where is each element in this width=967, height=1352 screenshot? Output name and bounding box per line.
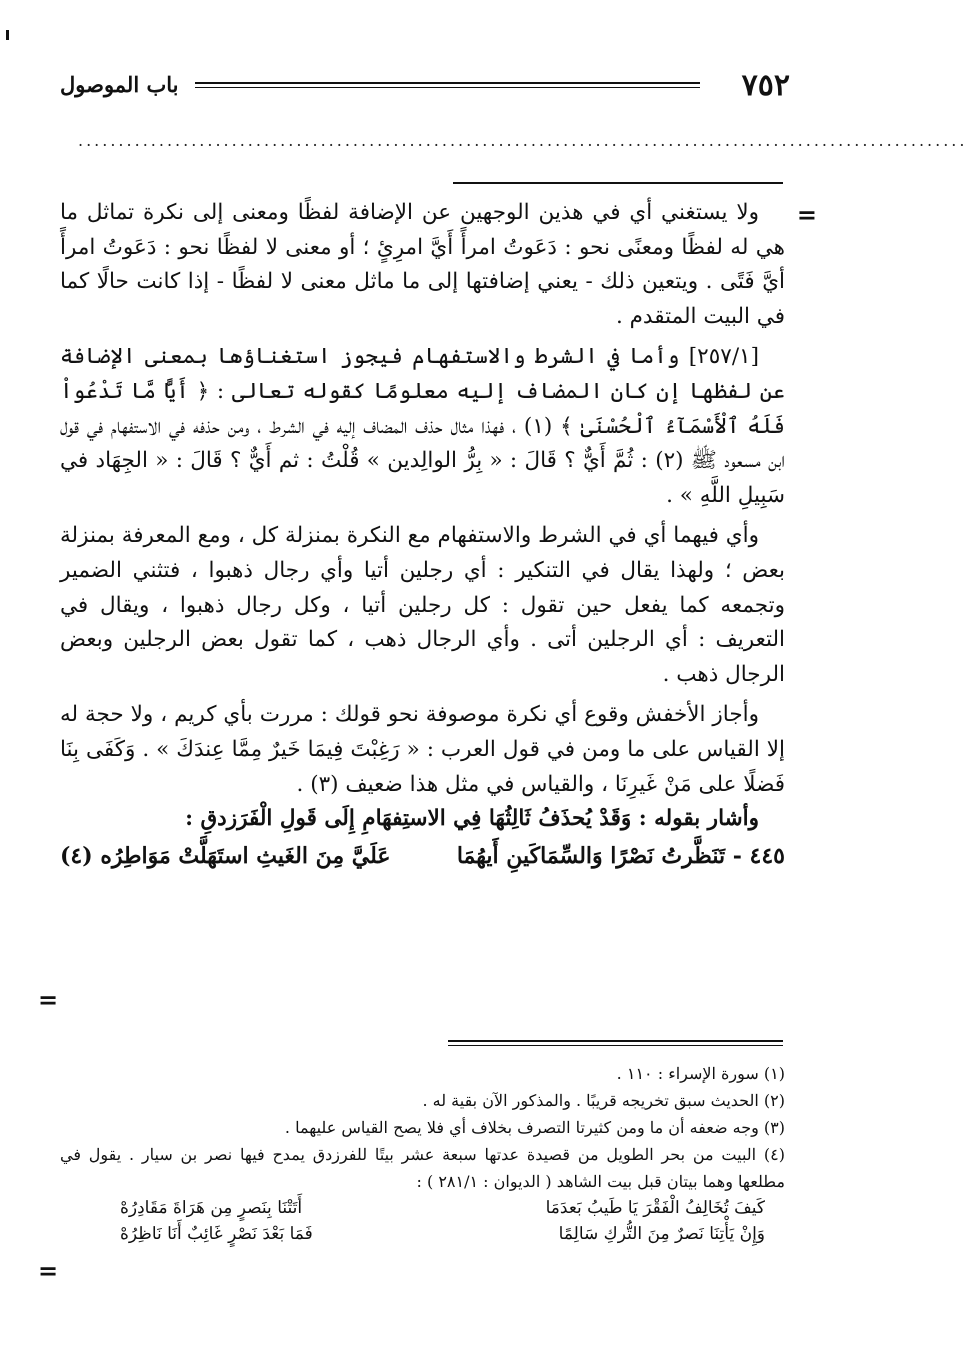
section-rule [453,182,783,184]
main-text [60,196,785,873]
poem-hemistich: كَيفَ تُخَالِفُ الْفَقْرَ يَا طَيبُ بَعدَمَا [545,1198,765,1218]
footnote-poem-line [60,1221,785,1247]
running-header [60,68,790,108]
footnote-rule [448,1040,783,1046]
footnotes [60,1060,785,1247]
dotted-separator: .............................................................................................................. [78,131,967,150]
footnote: (١) سورة الإسراء : ١١٠ . [616,1064,785,1083]
continuation-mark-footnote: = [38,1256,59,1285]
verse-second-hemistich: عَلَيَّ مِنَ الغَيثِ استَهَلَّتْ مَوَاطِرُه (٤) [60,842,391,869]
continuation-mark-verse: = [38,985,59,1014]
footnote: (٤) البيت من بحر الطويل من قصيدة عدتها سبعة عشر بيتًا للفرزدق يمدح فيها نصر بن سيار . يقول في مطلعها وهما بيتان قبل بيت الشاهد ( الديوان : ٢٨١/١ ) : [60,1145,786,1191]
footnote: (٣) وجه ضعفه أن ما ومن كثيرتا التصرف بخلاف أي فلا يصح القياس عليهما . [284,1118,785,1137]
header-rule [195,82,700,88]
footnote-poem-line [60,1195,785,1221]
poem-hemistich: أَتَتْنَا بِنَصرٍ مِن هَرَاةَ مَقَادِرُهْ [120,1198,303,1218]
verse-number: ٤٤٥ - [732,842,785,869]
verse-first-hemistich: تَنَظَّرتُ نَصْرًا وَالسِّمَاكَينِ أَيهُمَا [456,842,726,869]
verse-first [457,839,785,874]
footnote: (٢) الحديث سبق تخريجه قريبًا . والمذكور الآن بقية له . [422,1091,785,1110]
poem-verse [60,839,785,874]
page-number: ٧٥٢ [741,68,790,103]
chapter-title: باب الموصول [60,72,179,97]
edge-mark [6,30,9,40]
paragraph: وأجاز الأخفش وقوع أي نكرة موصوفة نحو قولك : مررت بأي كريم ، ولا حجة له إلا القياس على ما ومن في قول العرب : « رَغِبْتَ فِيمَا خَيرٌ مِمَّا عِندَكَ » . وَكَفَى بِنَا فَضلًا على مَنْ غَيرِنَا ، والقياس في مثل هذا ضعيف (٣) . [60,702,785,797]
poem-hemistich: فَمَا بَعْدَ نَصْرٍ غَائِبٌ أَنَا نَاظِرُهْ [120,1224,313,1244]
continuation-mark-top: = [796,200,817,229]
paragraph: وأشار بقوله : وَقَدْ يُحذَفُ ثَالِثُهَا فِي الاستِفهَامِ إِلَى قَولِ الْفَرَزدقِ : [185,806,759,832]
paragraph: وأي فيهما أي في الشرط والاستفهام مع النكرة بمنزلة كل ، ومع المعرفة بمنزلة بعض ؛ ولهذا يقال في التنكير : أي رجلين أتيا وأي رجال ذهبوا ، فتثني الضمير وتجمعه كما يفعل حين تقول : كل رجلين أتيا ، وكل رجال ذهبوا ، ويقال في التعريف : أي الرجلين أتى . وأي الرجال ذهب ، كما تقول بعض الرجلين وبعض الرجال ذهب . [60,523,786,687]
poem-hemistich: وَإِنْ يَأْتِنَا نَصرٌ مِنَ التُّركِ سَالِمًا [558,1224,765,1244]
paragraph: ولا يستغني أي في هذين الوجهين عن الإضافة لفظًا ومعنى إلى نكرة تماثل ما هي له لفظًا ومعنًى نحو : دَعَوتُ امرأً أَيَّ امرِئٍ ؛ أو معنى لا لفظًا نحو : دَعَوتُ امرأً أيَّ فَتًى . ويتعين ذلك - يعني إضافتها إلى ما ماثل معنى لا لفظًا - إذا كانت حالًا كما في البيت المتقدم . [60,200,785,329]
paragraph: [٢٥٧/١] وأما في الشرط والاستفهام فيجوز استغناؤها بمعنى الإضافة عن لفظها إن كان المضاف إليه معلومًا كقوله تعالى : ﴿ أَيًّا مَّا تَدْعُواْ فَلَهُ ٱلْأَسْمَآءُ ٱلْحُسْنَىٰ ﴾ (١) ، فهذا مثال حذف المضاف إليه في الشرط ، ومن حذفه في الاستفهام في قول ابن مسعود ﷺ (٢) : ثُمَّ أَيٌّ ؟ قَالَ : « بِرُّ الوالِدين » قُلْتُ : ثم أَيٌّ ؟ قَالَ : « الجِهَاد في سَبِيلِ اللَّهِ » . [60,344,786,508]
